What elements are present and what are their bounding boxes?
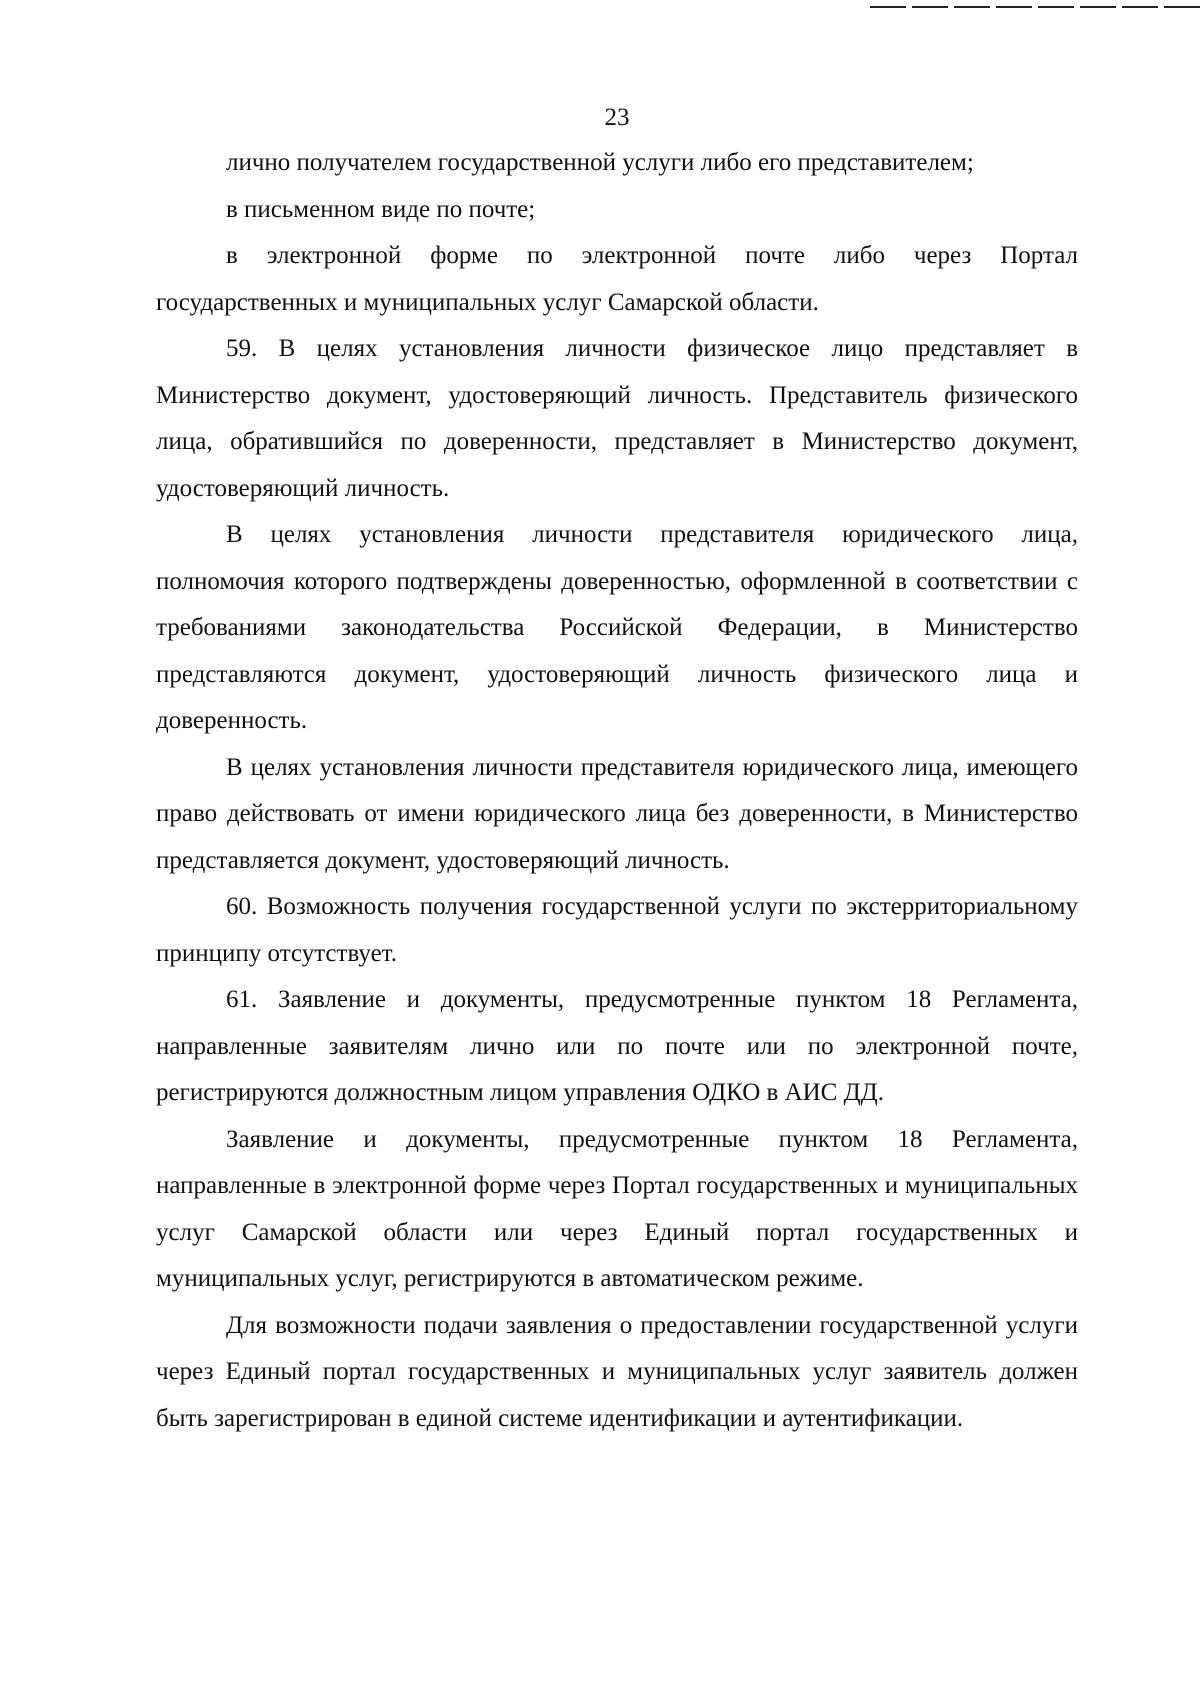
- paragraph: В целях установления личности представителя юридического лица, имеющего право действовать от имени юридического лица без доверенности, в Министерство представляется документ, удостоверяющий личность.: [156, 753, 1078, 874]
- document-body: [156, 140, 1078, 1442]
- paragraph: 60. Возможность получения государственной услуги по экстерриториальному принципу отсутствует.: [156, 893, 1078, 967]
- paragraph: в письменном виде по почте;: [226, 195, 536, 223]
- paragraph: Заявление и документы, предусмотренные пунктом 18 Регламента, направленные в электронной форме через Портал государственных и муниципальных услуг Самарской области или через Единый портал государственных и муниципальных услуг, регистрируются в автоматическом режиме.: [156, 1125, 1078, 1292]
- paragraph: Для возможности подачи заявления о предоставлении государственной услуги через Единый портал государственных и муниципальных услуг заявитель должен быть зарегистрирован в единой системе идентификации и аутентификации.: [156, 1311, 1078, 1432]
- page-number: 23: [604, 104, 630, 131]
- paragraph: лично получателем государственной услуги либо его представителем;: [226, 149, 974, 176]
- paragraph: 61. Заявление и документы, предусмотренные пунктом 18 Регламента, направленные заявителям лично или по почте или по электронной почте, регистрируются должностным лицом управления ОДКО в АИС ДД.: [156, 986, 1078, 1106]
- paragraph: в электронной форме по электронной почте либо через Портал государственных и муниципальных услуг Самарской области.: [156, 242, 1078, 316]
- top-edge-dashes: [870, 6, 1200, 9]
- paragraph: 59. В целях установления личности физическое лицо представляет в Министерство документ, удостоверяющий личность. Представитель физического лица, обратившийся по доверенности, представляет в Министерство документ, удостоверяющий личность.: [156, 335, 1078, 502]
- paragraph: В целях установления личности представителя юридического лица, полномочия которого подтверждены доверенностью, оформленной в соответствии с требованиями законодательства Российской Федерации, в Министерство представляются документ, удостоверяющий личность физического лица и доверенность.: [156, 521, 1078, 734]
